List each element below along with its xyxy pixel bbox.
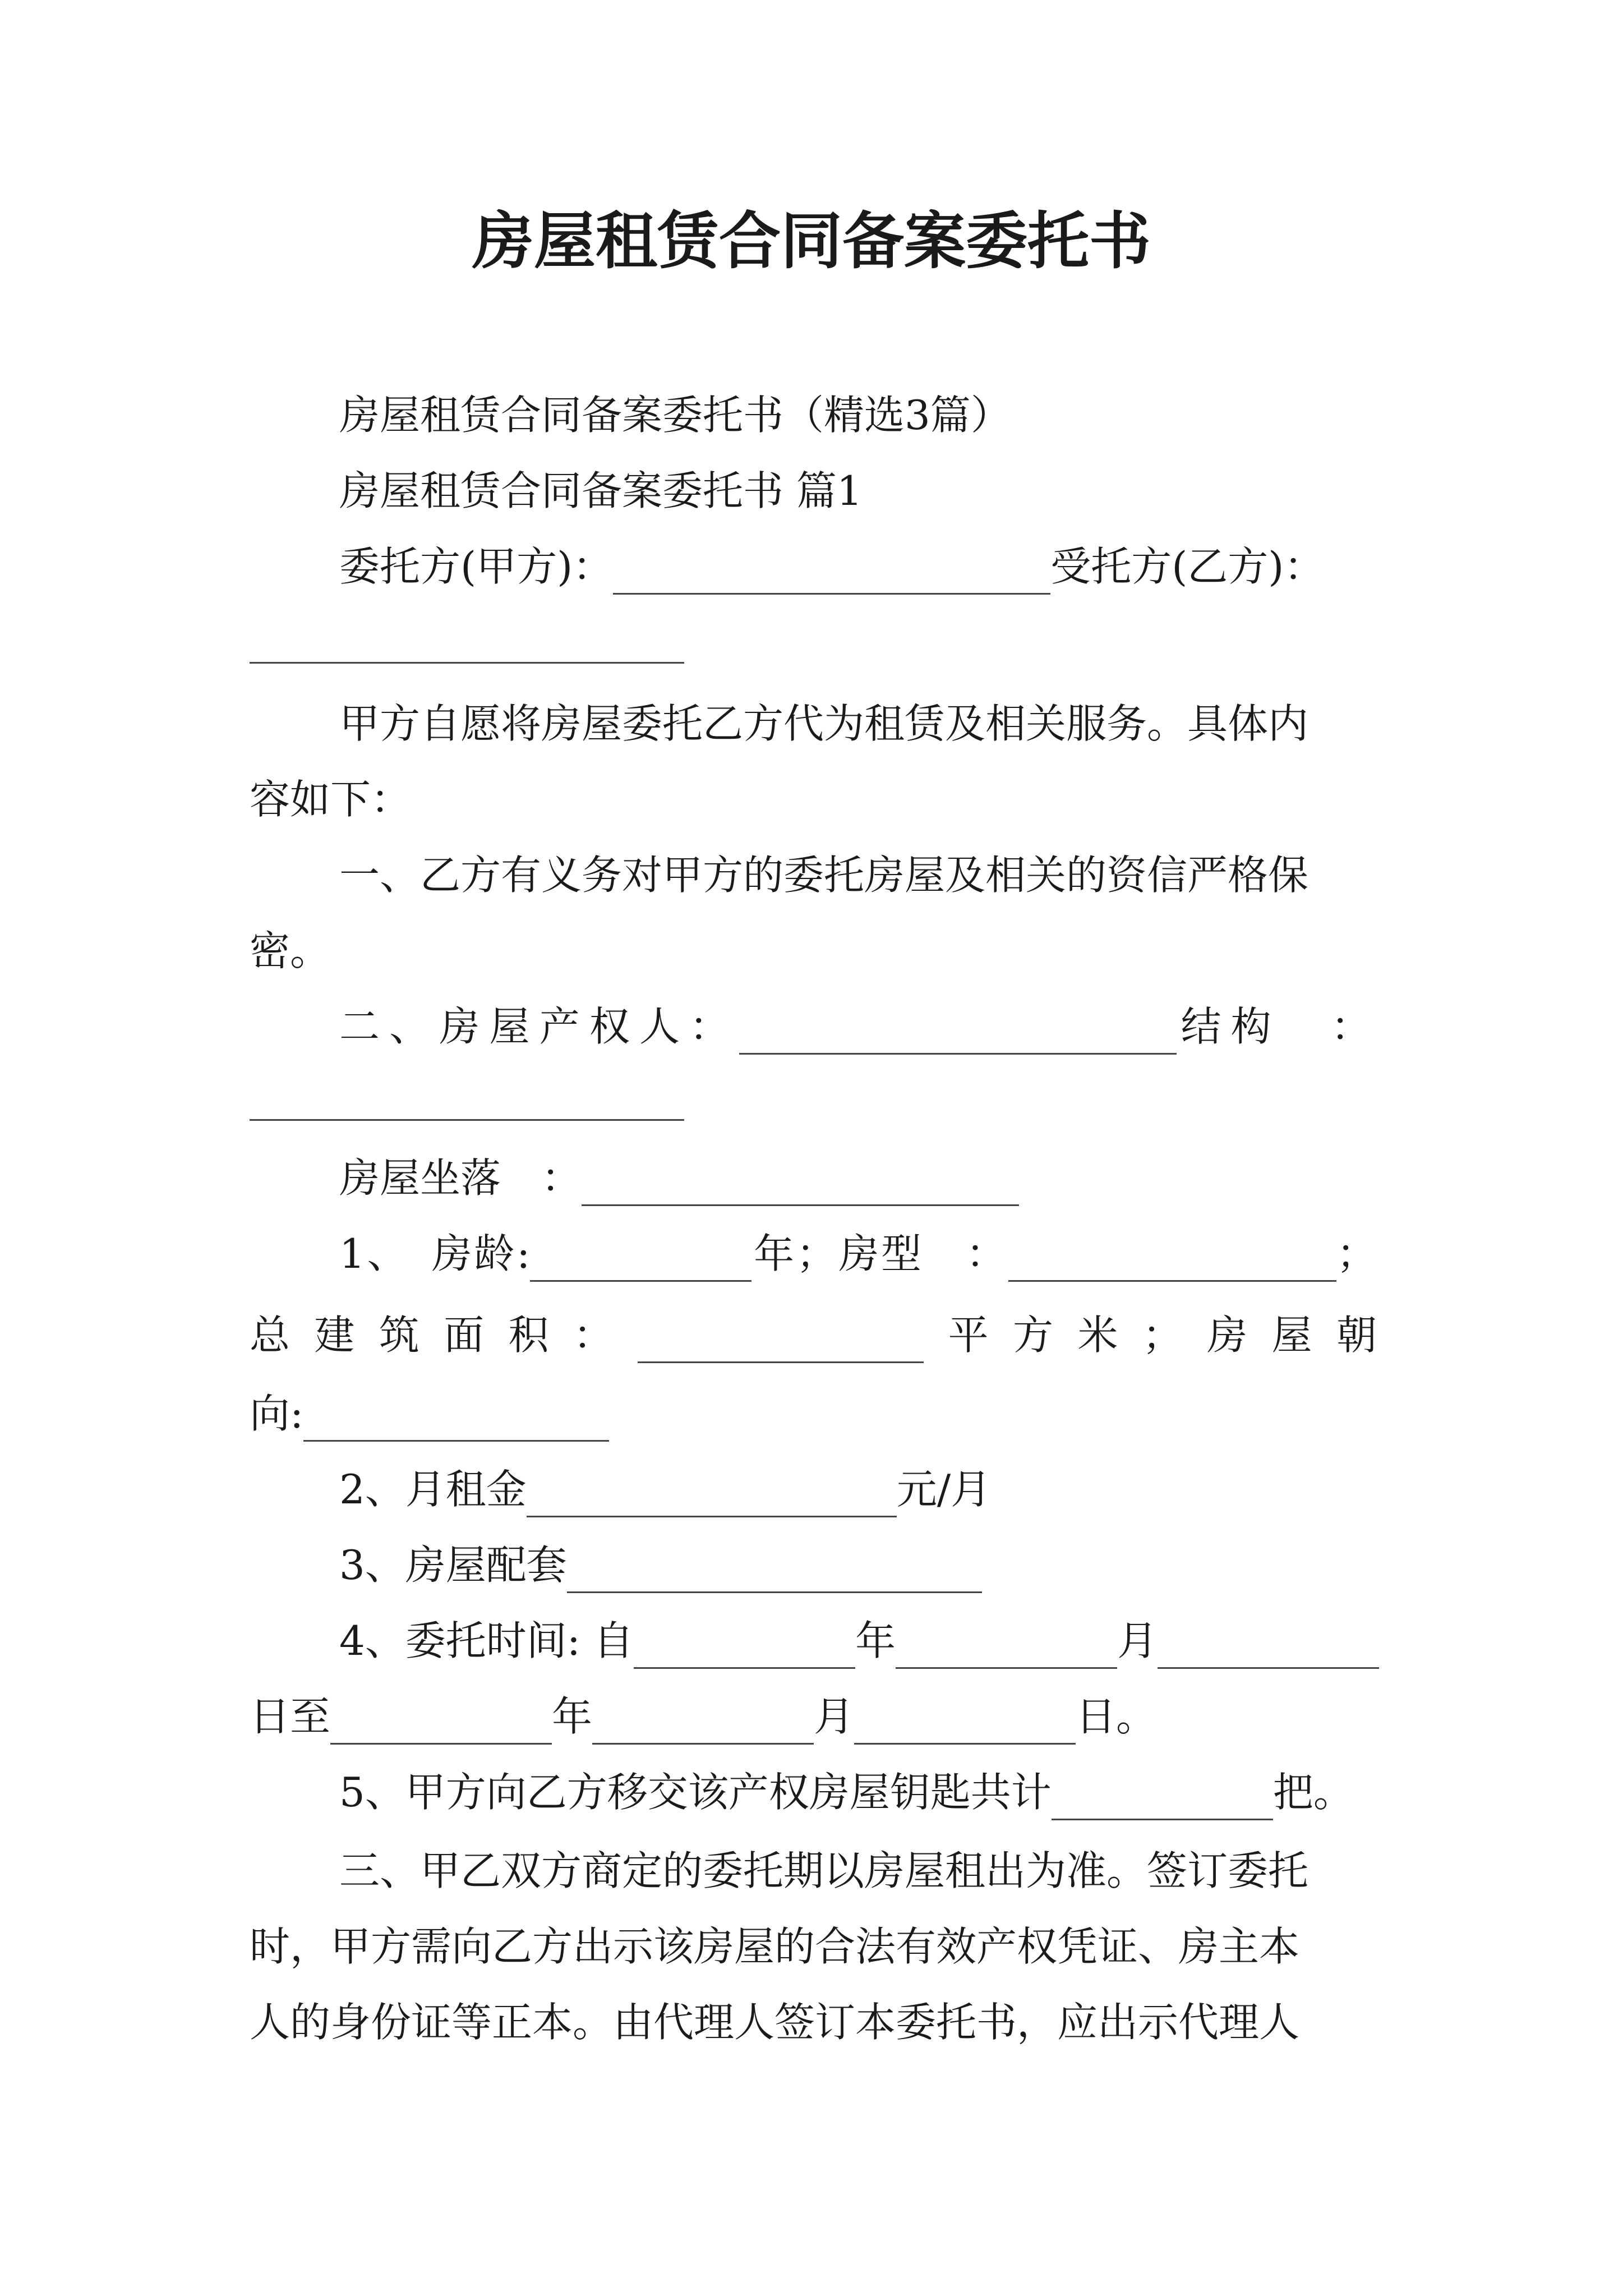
item1-line-3 bbox=[250, 1386, 1377, 1442]
facilities-label: 3、房屋配套 bbox=[339, 1542, 567, 1589]
area-blank bbox=[638, 1317, 924, 1363]
to-year-unit: 年 bbox=[552, 1693, 593, 1740]
item4-line-1 bbox=[339, 1613, 1377, 1669]
item1-end-mark: ； bbox=[1336, 1230, 1377, 1277]
item4-line-2 bbox=[250, 1688, 1377, 1745]
keys-unit: 把。 bbox=[1272, 1769, 1354, 1816]
to-month-unit: 月 bbox=[814, 1693, 855, 1740]
clause2-line bbox=[339, 999, 1377, 1055]
part-heading: 房屋租赁合同备案委托书 篇1 bbox=[339, 467, 863, 514]
parties-line bbox=[339, 539, 1377, 595]
type-label: 年；房型 ： bbox=[751, 1230, 1008, 1277]
location-label: 房屋坐落 ： bbox=[339, 1154, 582, 1202]
from-day-blank bbox=[1158, 1622, 1379, 1669]
client-label: 委托方(甲方)： bbox=[339, 543, 614, 590]
agent-blank bbox=[250, 662, 684, 664]
from-year-unit: 年 bbox=[855, 1617, 896, 1664]
structure-blank bbox=[250, 1119, 684, 1121]
age-label: 1、 房龄: bbox=[339, 1230, 531, 1277]
area-unit: 平方米；房屋朝 bbox=[924, 1312, 1377, 1359]
orientation-blank bbox=[303, 1395, 609, 1442]
area-label: 总建筑面积： bbox=[250, 1312, 638, 1359]
clause3-line-1: 三、甲乙双方商定的委托期以房屋租出为准。签订委托 bbox=[339, 1847, 1309, 1894]
intro-line-1: 甲方自愿将房屋委托乙方代为租赁及相关服务。具体内 bbox=[339, 700, 1309, 747]
rent-label: 2、月租金 bbox=[339, 1466, 527, 1513]
clause1-line-2: 密。 bbox=[250, 927, 331, 974]
to-month-blank bbox=[592, 1698, 814, 1745]
rent-unit: 元/月 bbox=[896, 1466, 992, 1513]
intro-line-2: 容如下： bbox=[250, 776, 412, 823]
location-line bbox=[339, 1150, 1377, 1206]
client-blank bbox=[613, 548, 1050, 595]
from-month-unit: 月 bbox=[1117, 1617, 1158, 1664]
period-label: 4、委托时间: 自 bbox=[339, 1617, 634, 1664]
from-year-blank bbox=[634, 1622, 855, 1669]
item2-line bbox=[339, 1461, 1377, 1517]
item1-line-1 bbox=[339, 1226, 1377, 1282]
item5-line bbox=[339, 1764, 1377, 1820]
type-blank bbox=[1008, 1235, 1336, 1282]
keys-text: 5、甲方向乙方移交该产权房屋钥匙共计 bbox=[339, 1769, 1052, 1816]
agent-label: 受托方(乙方)： bbox=[1050, 543, 1325, 590]
orientation-label: 向: bbox=[250, 1390, 304, 1437]
to-label: 日至 bbox=[250, 1693, 331, 1740]
clause3-line-2: 时，甲方需向乙方出示该房屋的合法有效产权凭证、房主本 bbox=[250, 1923, 1300, 1970]
facilities-blank bbox=[567, 1547, 982, 1593]
to-day-blank bbox=[854, 1698, 1076, 1745]
structure-label: 结构 ： bbox=[1177, 1003, 1377, 1050]
item3-line bbox=[339, 1537, 1377, 1593]
owner-blank bbox=[739, 1008, 1177, 1055]
owner-label: 二、房屋产权人： bbox=[339, 1003, 740, 1050]
age-blank bbox=[530, 1235, 751, 1282]
clause1-line-1: 一、乙方有义务对甲方的委托房屋及相关的资信严格保 bbox=[339, 852, 1309, 899]
document-title: 房屋租赁合同备案委托书 bbox=[472, 205, 1151, 277]
location-blank bbox=[582, 1159, 1019, 1206]
subtitle: 房屋租赁合同备案委托书（精选3篇） bbox=[339, 392, 1011, 439]
item1-line-2 bbox=[250, 1307, 1377, 1363]
to-year-blank bbox=[330, 1698, 552, 1745]
to-day-unit: 日。 bbox=[1076, 1693, 1157, 1740]
rent-blank bbox=[527, 1471, 897, 1517]
from-month-blank bbox=[896, 1622, 1117, 1669]
clause3-line-3: 人的身份证等正本。由代理人签订本委托书，应出示代理人 bbox=[250, 1999, 1300, 2046]
keys-blank bbox=[1052, 1774, 1273, 1820]
